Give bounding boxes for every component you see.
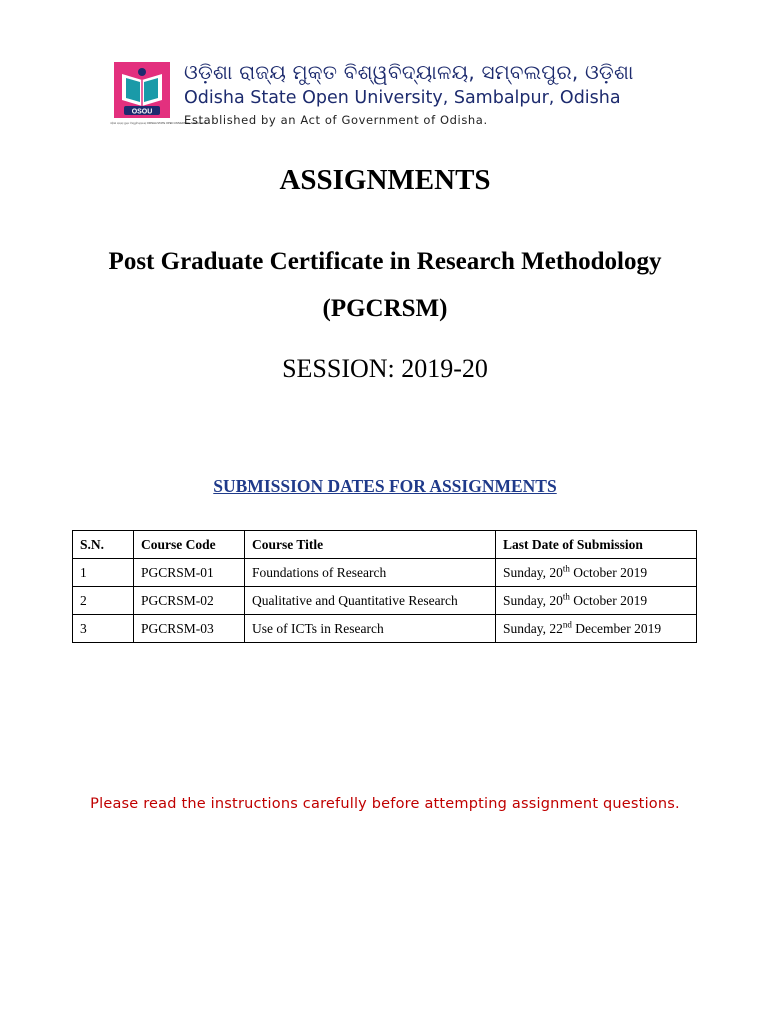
submission-table bbox=[72, 530, 697, 643]
logo-text: OSOU bbox=[131, 108, 153, 116]
table-row bbox=[73, 587, 697, 615]
page-title: ASSIGNMENTS bbox=[279, 164, 491, 196]
university-name: Odisha State Open University, Sambalpur, Odisha bbox=[184, 88, 621, 108]
program-name: Post Graduate Certificate in Research Methodology bbox=[108, 248, 662, 275]
cell-last-date bbox=[496, 615, 697, 643]
schedule-heading: SUBMISSION DATES FOR ASSIGNMENTS bbox=[213, 476, 557, 496]
instructions-note: Please read the instructions carefully before attempting assignment questions. bbox=[90, 796, 680, 812]
cell-sn: 3 bbox=[73, 615, 134, 643]
cell-course-title: Foundations of Research bbox=[245, 559, 496, 587]
logo-emblem-icon bbox=[112, 60, 172, 122]
logo-caption: ଓଡ଼ିଶା ରାଜ୍ୟ ମୁକ୍ତ ବିଶ୍ୱବିଦ୍ୟାଳୟ ODISHA STATE OPEN UNIVERSITY, SAMBALPUR bbox=[110, 122, 207, 125]
column-header-last-date: Last Date of Submission bbox=[496, 531, 697, 559]
university-logo bbox=[110, 60, 207, 128]
cell-last-date bbox=[496, 559, 697, 587]
table-row bbox=[73, 559, 697, 587]
date-ordinal: nd bbox=[562, 619, 572, 629]
column-header-sn: S.N. bbox=[73, 531, 134, 559]
cell-course-code: PGCRSM-02 bbox=[134, 587, 245, 615]
date-ordinal: th bbox=[562, 591, 570, 601]
date-ordinal: th bbox=[562, 563, 570, 573]
date-prefix: Sunday, 22 bbox=[503, 620, 563, 636]
cell-course-code: PGCRSM-03 bbox=[134, 615, 245, 643]
date-suffix: October 2019 bbox=[569, 564, 648, 580]
cell-sn: 1 bbox=[73, 559, 134, 587]
university-name-odia: ଓଡ଼ିଶା ରାଜ୍ୟ ମୁକ୍ତ ବିଶ୍ୱବିଦ୍ୟାଳୟ, ସମ୍ବଲପୁର, ଓଡ଼ିଶା bbox=[184, 60, 634, 84]
table-header-row bbox=[73, 531, 697, 559]
cell-sn: 2 bbox=[73, 587, 134, 615]
establishment-note: Established by an Act of Government of Odisha. bbox=[184, 113, 488, 127]
date-suffix: October 2019 bbox=[569, 592, 648, 608]
cell-last-date bbox=[496, 587, 697, 615]
table-row bbox=[73, 615, 697, 643]
cell-course-title: Use of ICTs in Research bbox=[245, 615, 496, 643]
cell-course-code: PGCRSM-01 bbox=[134, 559, 245, 587]
date-suffix: December 2019 bbox=[571, 620, 662, 636]
date-prefix: Sunday, 20 bbox=[503, 564, 563, 580]
session-label: SESSION: 2019-20 bbox=[282, 354, 488, 383]
university-header bbox=[112, 58, 672, 130]
column-header-course-code: Course Code bbox=[134, 531, 245, 559]
cell-course-title: Qualitative and Quantitative Research bbox=[245, 587, 496, 615]
date-prefix: Sunday, 20 bbox=[503, 592, 563, 608]
program-code: (PGCRSM) bbox=[322, 295, 448, 322]
column-header-course-title: Course Title bbox=[245, 531, 496, 559]
